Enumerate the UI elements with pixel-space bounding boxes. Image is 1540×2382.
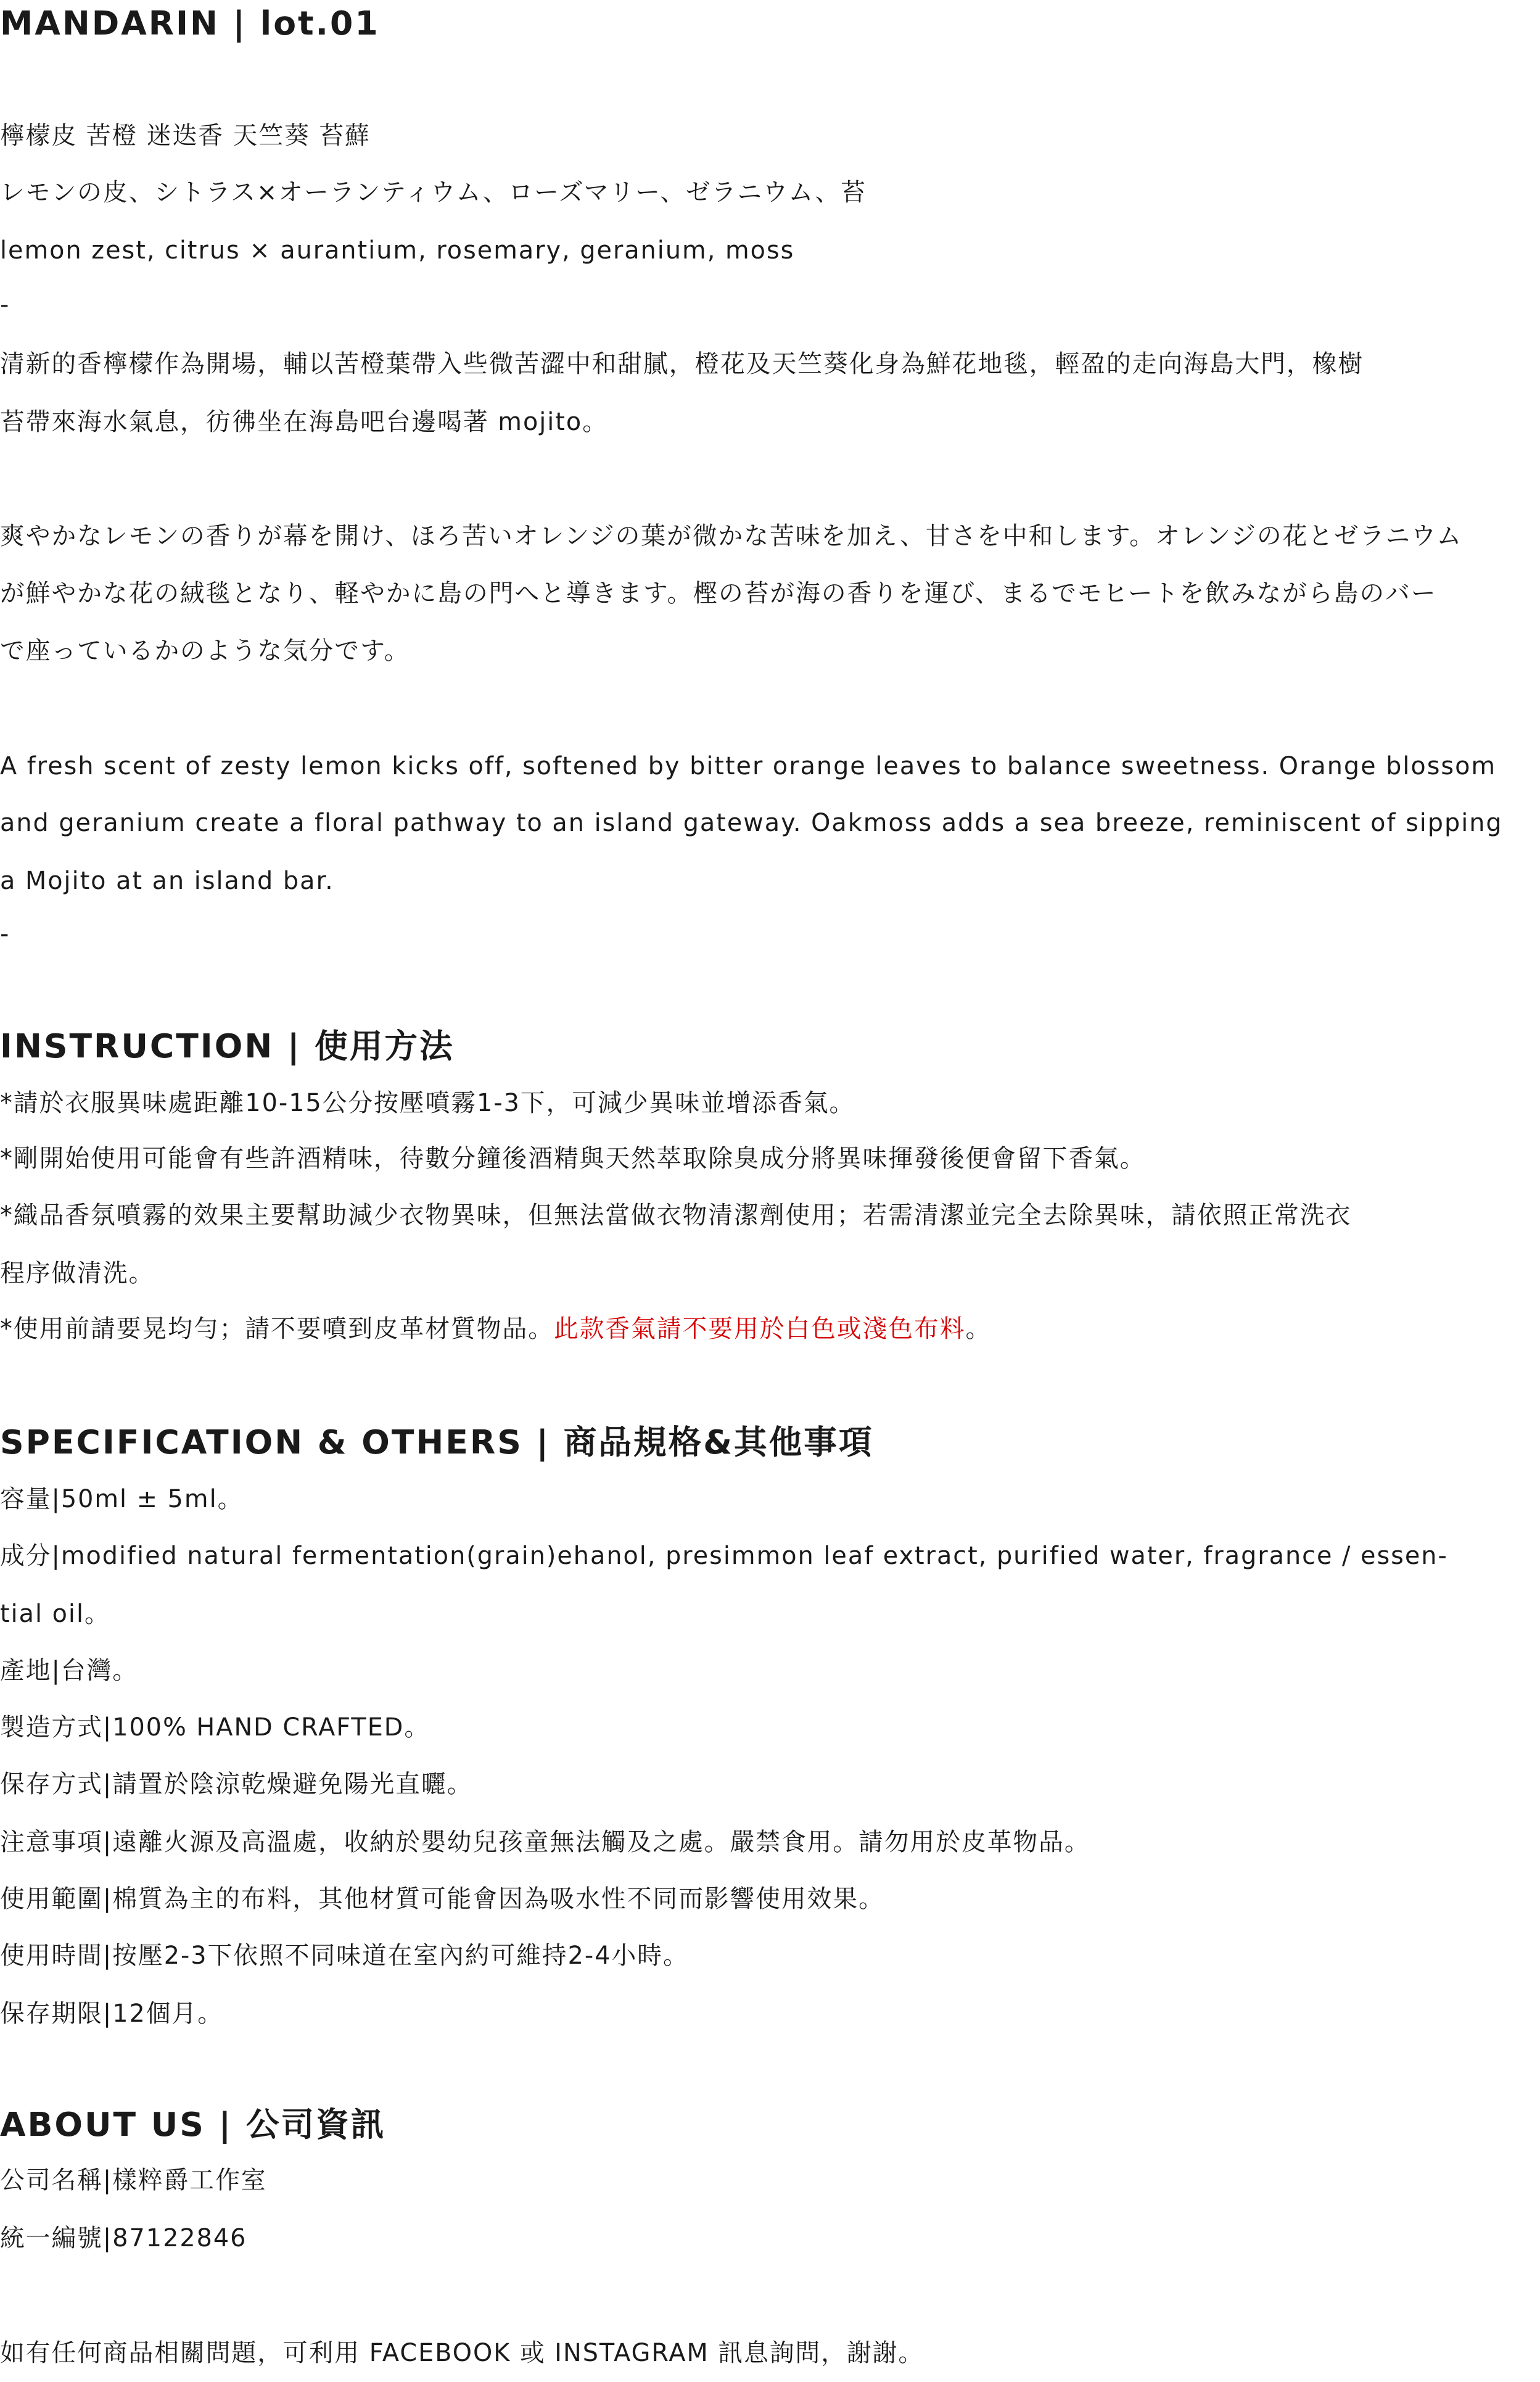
- instruction-item-continued: 程序做清洗。: [0, 1259, 155, 1288]
- description-en-line: A fresh scent of zesty lemon kicks off, softened by bitter orange leaves to balance sweetness. Orange blossom: [0, 752, 1497, 780]
- description-ja-line: 爽やかなレモンの香りが幕を開け、ほろ苦いオレンジの葉が微かな苦味を加え、甘さを中和します。オレンジの花とゼラニウム: [0, 522, 1463, 550]
- instruction-end: 。: [965, 1315, 992, 1343]
- about-company: 公司名稱|樣粹爵工作室: [0, 2166, 267, 2194]
- section-divider: -: [0, 291, 10, 319]
- spec-ingredients-continued: tial oil。: [0, 1600, 110, 1628]
- description-ja-line: が鮮やかな花の絨毯となり、軽やかに島の門へと導きます。樫の苔が海の香りを運び、まるでモヒートを飲みながら島のバー: [0, 579, 1437, 608]
- spec-duration: 使用時間|按壓2-3下依照不同味道在室內約可維持2-4小時。: [0, 1942, 689, 1970]
- section-divider: -: [0, 920, 10, 948]
- instruction-item: *請於衣服異味處距離10-15公分按壓噴霧1-3下，可減少異味並增添香氣。: [0, 1089, 855, 1117]
- spec-capacity: 容量|50ml ± 5ml。: [0, 1485, 244, 1513]
- description-zh-line: 苔帶來海水氣息，彷彿坐在海島吧台邊喝著 mojito。: [0, 408, 608, 436]
- notes-zh: 檸檬皮 苦橙 迷迭香 天竺葵 苔蘚: [0, 122, 371, 150]
- description-en-line: a Mojito at an island bar.: [0, 867, 334, 895]
- spec-heading: SPECIFICATION & OTHERS | 商品規格&其他事項: [0, 1423, 874, 1462]
- spec-shelf-life: 保存期限|12個月。: [0, 1999, 223, 2028]
- spec-notice: 注意事項|遠離火源及高溫處，收納於嬰幼兒孩童無法觸及之處。嚴禁食用。請勿用於皮革物品。: [0, 1828, 1090, 1856]
- spec-scope: 使用範圍|棉質為主的布料，其他材質可能會因為吸水性不同而影響使用效果。: [0, 1885, 884, 1913]
- instruction-heading: INSTRUCTION | 使用方法: [0, 1027, 455, 1065]
- description-ja-line: で座っているかのような気分です。: [0, 637, 410, 665]
- notes-ja: レモンの皮、シトラス×オーランティウム、ローズマリー、ゼラニウム、苔: [0, 178, 867, 207]
- about-tax-id: 統一編號|87122846: [0, 2224, 247, 2252]
- spec-storage: 保存方式|請置於陰涼乾燥避免陽光直曬。: [0, 1770, 473, 1798]
- spec-ingredients: 成分|modified natural fermentation(grain)ehanol, presimmon leaf extract, purified water, fragrance / essen-: [0, 1542, 1448, 1570]
- instruction-item: *剛開始使用可能會有些許酒精味，待數分鐘後酒精與天然萃取除臭成分將異味揮發後便會留下香氣。: [0, 1144, 1146, 1173]
- instruction-item: [0, 1314, 1540, 1344]
- instruction-text: *使用前請要晃均勻；請不要噴到皮革材質物品。: [0, 1315, 554, 1343]
- description-zh-line: 清新的香檸檬作為開場，輔以苦橙葉帶入些微苦澀中和甜膩，橙花及天竺葵化身為鮮花地毯，輕盈的走向海島大門，橡樹: [0, 350, 1364, 378]
- about-contact: 如有任何商品相關問題，可利用 FACEBOOK 或 INSTAGRAM 訊息詢問，謝謝。: [0, 2339, 924, 2367]
- spec-origin: 產地|台灣。: [0, 1656, 138, 1685]
- instruction-item: *織品香氛噴霧的效果主要幫助減少衣物異味，但無法當做衣物清潔劑使用；若需清潔並完全去除異味，請依照正常洗衣: [0, 1201, 1352, 1230]
- warning-text: 此款香氣請不要用於白色或淺色布料: [553, 1315, 966, 1343]
- about-heading: ABOUT US | 公司資訊: [0, 2105, 386, 2144]
- spec-manufacture: 製造方式|100% HAND CRAFTED。: [0, 1713, 430, 1742]
- notes-en: lemon zest, citrus × aurantium, rosemary, geranium, moss: [0, 236, 795, 265]
- product-title: MANDARIN | lot.01: [0, 4, 380, 43]
- description-en-line: and geranium create a floral pathway to an island gateway. Oakmoss adds a sea breeze, reminiscent of sipping: [0, 809, 1503, 837]
